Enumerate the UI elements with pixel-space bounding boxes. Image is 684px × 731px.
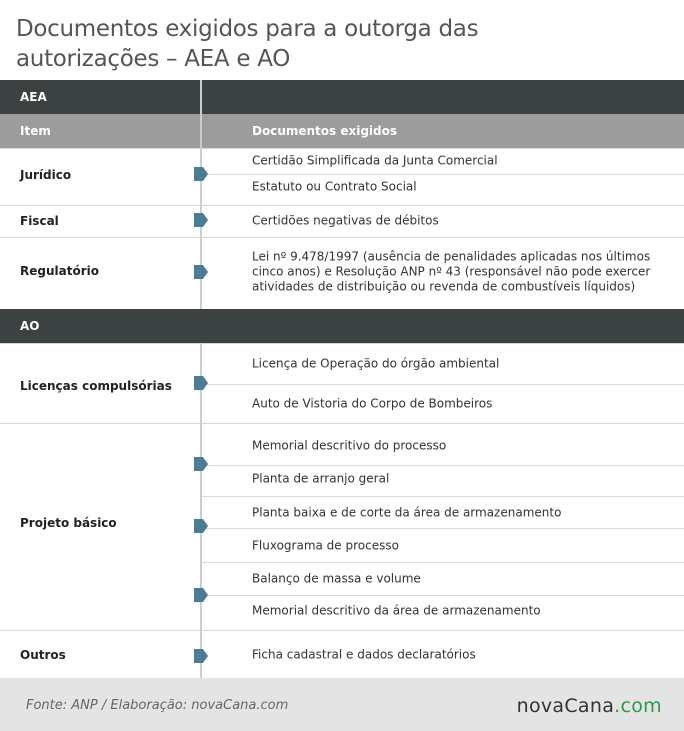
section-bar-aea	[0, 80, 684, 114]
novacana-logo: novaCana.com	[516, 695, 662, 717]
item-fiscal: Fiscal	[20, 214, 59, 228]
section-label-ao: AO	[20, 319, 40, 333]
footer	[0, 678, 684, 731]
timeline-line	[200, 343, 202, 678]
doc-item: Balanço de massa e volume	[252, 571, 421, 586]
row-divider	[202, 174, 684, 175]
doc-item: Lei nº 9.478/1997 (ausência de penalidades aplicadas nos últimos cinco anos) e Resolução ANP nº 43 (responsável não pode exercer atividades de distribuição ou revenda de combustíveis líquidos)	[252, 249, 651, 294]
table-header	[0, 114, 684, 148]
arrow-marker-icon	[194, 457, 208, 471]
group-divider	[0, 343, 684, 344]
page-title: Documentos exigidos para a outorga das autorizações – AEA e AO	[16, 16, 479, 72]
arrow-marker-icon	[194, 376, 208, 390]
doc-item: Planta baixa e de corte da área de armazenamento	[252, 505, 562, 520]
documents-table	[0, 80, 684, 678]
item-juridico: Jurídico	[20, 168, 72, 182]
arrow-marker-icon	[194, 649, 208, 663]
row-divider	[202, 496, 684, 497]
row-divider	[202, 465, 684, 466]
row-divider	[202, 562, 684, 563]
doc-item: Licença de Operação do órgão ambiental	[252, 356, 500, 371]
header-docs: Documentos exigidos	[252, 124, 398, 138]
group-divider	[0, 630, 684, 631]
doc-item: Estatuto ou Contrato Social	[252, 179, 417, 194]
header-item: Item	[20, 124, 51, 138]
item-projeto-basico: Projeto básico	[20, 516, 117, 530]
section-label-aea: AEA	[20, 90, 47, 104]
group-divider	[0, 205, 684, 206]
source-note: Fonte: ANP / Elaboração: novaCana.com	[26, 698, 289, 713]
doc-item: Memorial descritivo do processo	[252, 438, 447, 453]
doc-item: Planta de arranjo geral	[252, 471, 390, 486]
arrow-marker-icon	[194, 519, 208, 533]
doc-item: Ficha cadastral e dados declaratórios	[252, 647, 476, 662]
row-divider	[202, 528, 684, 529]
doc-item: Certidões negativas de débitos	[252, 213, 439, 228]
arrow-marker-icon	[194, 213, 208, 227]
row-divider	[202, 595, 684, 596]
section-bar-ao	[0, 309, 684, 343]
doc-item: Auto de Vistoria do Corpo de Bombeiros	[252, 396, 493, 411]
arrow-marker-icon	[194, 265, 208, 279]
doc-item: Fluxograma de processo	[252, 538, 399, 553]
group-divider	[0, 148, 684, 149]
item-licencas: Licenças compulsórias	[20, 379, 172, 393]
doc-item: Memorial descritivo da área de armazenamento	[252, 603, 541, 618]
arrow-marker-icon	[194, 167, 208, 181]
arrow-marker-icon	[194, 588, 208, 602]
item-outros: Outros	[20, 648, 66, 662]
group-divider	[0, 237, 684, 238]
doc-item: Certidão Simplificada da Junta Comercial	[252, 153, 498, 168]
row-divider	[202, 384, 684, 385]
item-regulatorio: Regulatório	[20, 264, 99, 278]
group-divider	[0, 423, 684, 424]
